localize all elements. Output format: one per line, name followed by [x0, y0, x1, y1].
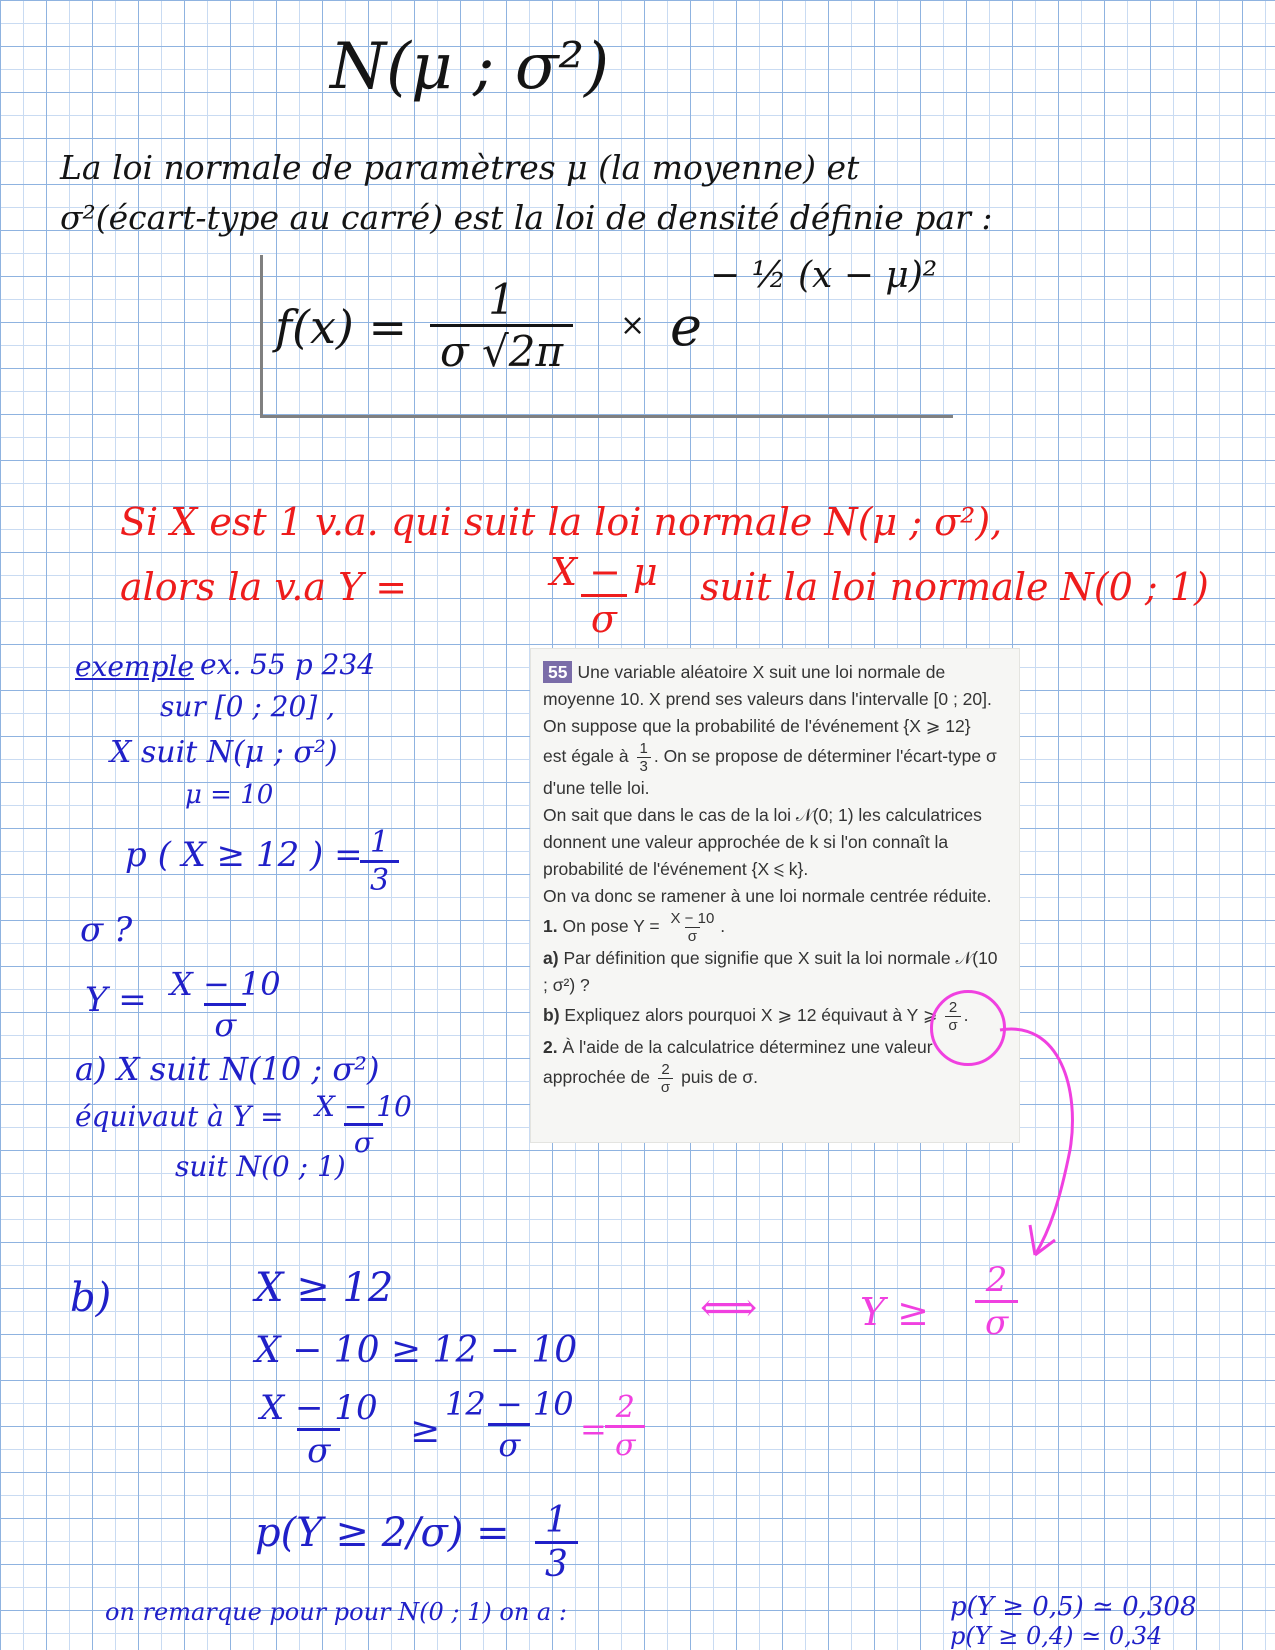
part-b-y-num: 2 — [985, 1260, 1008, 1300]
property-frac-den: σ — [581, 594, 627, 641]
exercise-paragraph-4: On va donc se ramener à une loi normale centrée réduite. — [543, 886, 992, 906]
property-frac-num: X − μ — [550, 550, 658, 594]
part-b-prob-lhs: p(Y ≥ 2/σ) = — [255, 1510, 510, 1556]
exercise-qa-text: Par définition que signifie que X suit la loi normale 𝒩(10 ; σ²) ? — [543, 948, 998, 995]
example-a-line-2: équivaut à Y = — [75, 1100, 284, 1133]
exercise-qb-den: σ — [945, 1016, 960, 1034]
example-interval: sur [0 ; 20] , — [160, 690, 336, 723]
example-a-line-3: suit N(0 ; 1) — [175, 1150, 346, 1183]
formula-times: × — [620, 308, 646, 343]
example-y-den: σ — [204, 1003, 246, 1044]
exercise-paragraph-1: Une variable aléatoire X suit une loi normale de moyenne 10. X prend ses valeurs dans l'intervalle [0 ; 20]. On suppose que la probabilité de l'événement {X ⩾ 12} — [543, 662, 992, 736]
example-prob-num: 1 — [370, 825, 390, 860]
example-label: exemple — [75, 650, 194, 683]
exercise-p2-den: 3 — [637, 757, 651, 775]
formula-exp-base: e — [670, 295, 702, 358]
example-a-num: X − 10 — [315, 1090, 412, 1123]
remark-line-1: p(Y ≥ 0,5) ≃ 0,308 — [950, 1592, 1197, 1622]
property-line-1: Si X est 1 v.a. qui suit la loi normale N(μ ; σ²), — [120, 500, 1003, 544]
part-b-equals: = — [580, 1410, 607, 1448]
exercise-paragraph-3: On sait que dans le cas de la loi 𝒩(0; 1) les calculatrices donnent une valeur approchée de k si l'on connaît la probabilité de l'événement {X ⩽ k}. — [543, 805, 982, 879]
formula-exponent: − ½ (x − μ)² — [710, 255, 938, 296]
example-sigma-question: σ ? — [80, 910, 133, 950]
exercise-q1-den: σ — [685, 927, 700, 945]
exercise-qb-num: 2 — [948, 999, 958, 1016]
part-b-f3-num: 2 — [615, 1390, 635, 1425]
part-b-equiv-symbol: ⟺ — [700, 1285, 758, 1331]
part-b-f1-num: X − 10 — [260, 1388, 378, 1428]
example-ref: ex. 55 p 234 — [200, 648, 375, 681]
formula-denominator: σ √2π — [430, 324, 573, 376]
exercise-qb-text: Expliquez alors pourquoi X ⩾ 12 équivaut à Y ⩾ — [564, 1005, 938, 1026]
exercise-p2-end: . On se propose de déterminer l'écart-type σ d'une telle loi. — [543, 746, 997, 798]
part-b-geq: ≥ — [410, 1410, 441, 1451]
exercise-q2-label: 2. — [543, 1037, 558, 1057]
part-b-prob-fraction — [535, 1500, 578, 1585]
exercise-q2-den: σ — [658, 1078, 673, 1096]
formula-lhs: f(x) = — [275, 300, 408, 354]
example-mu: μ = 10 — [185, 780, 274, 810]
part-b-line-1: X ≥ 12 — [255, 1265, 394, 1311]
example-a-line-1: a) X suit N(10 ; σ²) — [75, 1050, 380, 1088]
exercise-q1-text: On pose Y = — [562, 916, 660, 937]
exercise-q1-num: X − 10 — [670, 910, 715, 927]
exercise-p2-num: 1 — [639, 740, 648, 757]
formula-numerator: 1 — [488, 275, 515, 324]
example-y-lhs: Y = — [85, 980, 147, 1020]
part-b-f3-den: σ — [605, 1425, 645, 1463]
part-b-label: b) — [70, 1275, 112, 1321]
example-y-num: X − 10 — [170, 965, 281, 1003]
part-b-f2-num: 12 − 10 — [445, 1385, 574, 1423]
exercise-q2-end: puis de σ. — [681, 1067, 759, 1088]
part-b-y-fraction — [975, 1260, 1018, 1343]
part-b-y-geq: Y ≥ — [860, 1290, 930, 1334]
definition-line-2: σ²(écart-type au carré) est la loi de densité définie par : — [60, 198, 993, 237]
property-line-2-start: alors la v.a Y = — [120, 565, 408, 609]
exercise-excerpt: 55 Une variable aléatoire X suit une loi normale de moyenne 10. X prend ses valeurs dans l'intervalle [0 ; 20]. On suppose que la probabilité de l'événement {X ⩾ 12} est égale à $\frac{1}{3}$ . On se propose de déterminer l'écart-type σ d'une telle loi. On sait que dans le cas de la loi 𝒩(0; 1) les calculatrices donnent une valeur approchée de k si l'on connaît la probabilité de l'événement {X ⩽ k}. On va donc se ramener à une loi normale centrée réduite. 1. On pose Y = $\frac{X - 10}{\sigma}$ . a) Par définition que signifie que X suit la loi normale 𝒩(10 ; σ²) ? b) Expliquez alors pourquoi X ⩾ 12 équivaut à Y ⩾ $\frac{2}{\sigma}$ . 2. À l'aide de la calculatrice déterminez une valeur approchée de $\frac{2}{\sigma}$ puis de σ. — [530, 648, 1020, 1143]
part-b-fraction-3 — [605, 1390, 645, 1463]
part-b-fraction-2 — [435, 1385, 584, 1464]
property-line-2-end: suit la loi normale N(0 ; 1) — [700, 565, 1209, 609]
exercise-q2-text-2: approchée de — [543, 1067, 651, 1088]
example-suit: X suit N(μ ; σ²) — [110, 735, 338, 770]
exercise-q2-text: À l'aide de la calculatrice déterminez une valeur — [562, 1037, 933, 1057]
part-b-f1-den: σ — [297, 1428, 340, 1471]
remark-line-2: p(Y ≥ 0,4) ≃ 0,34 — [950, 1622, 1163, 1650]
part-b-prob-num: 1 — [545, 1500, 568, 1541]
definition-line-1: La loi normale de paramètres μ (la moyenne) et — [60, 148, 860, 187]
page-title: N(μ ; σ²) — [330, 30, 610, 104]
exercise-q2-num: 2 — [661, 1061, 670, 1078]
part-b-f2-den: σ — [488, 1423, 530, 1464]
part-b-fraction-1 — [250, 1388, 388, 1471]
exercise-qb-label: b) — [543, 1005, 560, 1026]
example-prob-den: 3 — [360, 860, 399, 898]
exercise-p2-start: est égale à — [543, 746, 629, 767]
example-prob-lhs: p ( X ≥ 12 ) = — [125, 835, 363, 875]
exercise-number-badge: 55 — [543, 661, 572, 683]
part-b-line-2: X − 10 ≥ 12 − 10 — [255, 1330, 578, 1371]
exercise-qa-label: a) — [543, 948, 559, 968]
remark-text: on remarque pour pour N(0 ; 1) on a : — [105, 1598, 567, 1626]
example-a-den: σ — [344, 1123, 383, 1159]
exercise-q1-label: 1. — [543, 916, 558, 937]
part-b-prob-den: 3 — [535, 1541, 578, 1585]
part-b-y-den: σ — [975, 1300, 1018, 1343]
